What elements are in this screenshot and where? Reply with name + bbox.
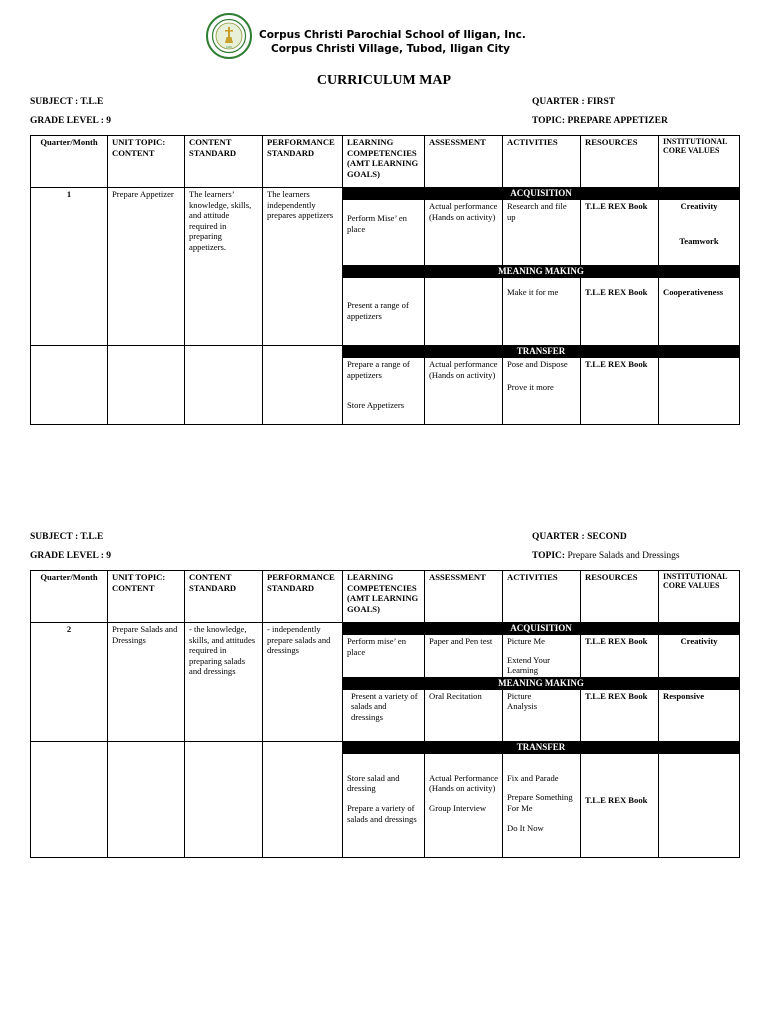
- competency-cell: Perform mise’ en place: [343, 635, 425, 678]
- school-address: Corpus Christi Village, Tubod, Iligan City: [271, 43, 510, 55]
- assessment-cell: Oral Recitation: [425, 689, 503, 741]
- resources-cell: T.L.E REX Book: [581, 635, 659, 678]
- core-value: Creativity: [680, 201, 718, 211]
- core-values-cell: [659, 358, 740, 425]
- col-header: ASSESSMENT: [425, 136, 503, 188]
- curriculum-table-2: [30, 570, 740, 858]
- subject-label-1: SUBJECT : T.L.E: [30, 97, 104, 107]
- topic-value-1: PREPARE APPETIZER: [567, 116, 668, 126]
- competency-cell: Prepare a range of appetizers Store Appetizers: [343, 358, 425, 425]
- competency-cell: Present a range of appetizers: [343, 278, 425, 346]
- col-header: Quarter/Month: [31, 571, 108, 623]
- col-header: CONTENT STANDARD: [185, 571, 263, 623]
- activities-cell: Picture Me Extend Your Learning: [503, 635, 581, 678]
- table-header-row: [31, 571, 740, 623]
- assessment-cell: Actual performance (Hands on activity): [425, 358, 503, 425]
- col-header: RESOURCES: [581, 571, 659, 623]
- content-standard: - the knowledge, skills, and attitudes required in preparing salads and dressings: [185, 623, 263, 742]
- school-logo: [206, 13, 252, 59]
- phase-meaning-making: MEANING MAKING: [343, 677, 740, 689]
- topic-label-1: TOPIC: PREPARE APPETIZER: [532, 116, 668, 126]
- topic-label-2: TOPIC: Prepare Salads and Dressings: [532, 551, 680, 561]
- assessment-cell: Actual Performance (Hands on activity) Group Interview: [425, 753, 503, 857]
- performance-standard: The learners independently prepares appetizers: [263, 188, 343, 346]
- col-header: RESOURCES: [581, 136, 659, 188]
- table-row: [31, 623, 740, 635]
- competency-cell: Perform Mise’ en place: [343, 200, 425, 266]
- competency-cell: Store salad and dressing Prepare a variety of salads and dressings: [343, 753, 425, 857]
- core-values-cell: Cooperativeness: [659, 278, 740, 346]
- subject-label-2: SUBJECT : T.L.E: [30, 532, 104, 542]
- quarter-number: 1: [31, 188, 108, 346]
- page-title: CURRICULUM MAP: [316, 73, 452, 88]
- assessment-cell: Paper and Pen test: [425, 635, 503, 678]
- activities-cell: Fix and Parade Prepare Something For Me Do It Now: [503, 753, 581, 857]
- topic-value-2: Prepare Salads and Dressings: [567, 551, 680, 561]
- unit-topic: Prepare Salads and Dressings: [108, 623, 185, 742]
- col-header: Quarter/Month: [31, 136, 108, 188]
- quarter-label-1: QUARTER : FIRST: [532, 97, 616, 107]
- content-standard: The learners’ knowledge, skills, and attitude required in preparing appetizers.: [185, 188, 263, 346]
- assessment-cell: [425, 278, 503, 346]
- phase-transfer: TRANSFER: [343, 346, 740, 358]
- resources-cell: T.L.E REX Book: [581, 278, 659, 346]
- svg-text:1965: 1965: [226, 45, 232, 49]
- col-header: ACTIVITIES: [503, 571, 581, 623]
- performance-standard: - independently prepare salads and dressings: [263, 623, 343, 742]
- col-header: UNIT TOPIC: CONTENT: [108, 571, 185, 623]
- col-header: PERFORMANCE STANDARD: [263, 136, 343, 188]
- phase-meaning-making: MEANING MAKING: [343, 266, 740, 278]
- col-header: PERFORMANCE STANDARD: [263, 571, 343, 623]
- assessment-cell: Actual performance (Hands on activity): [425, 200, 503, 266]
- activities-cell: Research and file up: [503, 200, 581, 266]
- phase-acquisition: ACQUISITION: [343, 188, 740, 200]
- school-header: [259, 28, 526, 56]
- phase-acquisition: ACQUISITION: [343, 623, 740, 635]
- quarter-number: 2: [31, 623, 108, 742]
- resources-cell: T.L.E REX Book: [581, 200, 659, 266]
- core-value: Teamwork: [679, 235, 719, 246]
- col-header: INSTITUTIONAL CORE VALUES: [659, 136, 740, 188]
- table-row: [31, 188, 740, 200]
- resources-cell: T.L.E REX Book: [581, 689, 659, 741]
- col-header: ASSESSMENT: [425, 571, 503, 623]
- table-row: [31, 741, 740, 753]
- competency-cell: Present a variety of salads and dressings: [343, 689, 425, 741]
- core-values-cell: Responsive: [659, 689, 740, 741]
- col-header: LEARNING COMPETENCIES (AMT LEARNING GOALS): [343, 136, 425, 188]
- unit-topic: Prepare Appetizer: [108, 188, 185, 346]
- table-row: [31, 346, 740, 358]
- curriculum-table-1: [30, 135, 740, 425]
- phase-transfer: TRANSFER: [343, 741, 740, 753]
- col-header: CONTENT STANDARD: [185, 136, 263, 188]
- school-name: Corpus Christi Parochial School of Iligan, Inc.: [259, 29, 526, 41]
- table-header-row: [31, 136, 740, 188]
- resources-cell: T.L.E REX Book: [581, 358, 659, 425]
- grade-level-label-2: GRADE LEVEL : 9: [30, 551, 112, 561]
- quarter-label-2: QUARTER : SECOND: [532, 532, 627, 542]
- core-values-cell: Creativity: [659, 635, 740, 678]
- core-values-cell: [659, 753, 740, 857]
- core-values-cell: [659, 200, 740, 266]
- col-header: UNIT TOPIC: CONTENT: [108, 136, 185, 188]
- col-header: LEARNING COMPETENCIES (AMT LEARNING GOALS): [343, 571, 425, 623]
- grade-level-label-1: GRADE LEVEL : 9: [30, 116, 112, 126]
- activities-cell: Picture Analysis: [503, 689, 581, 741]
- activities-cell: Make it for me: [503, 278, 581, 346]
- resources-cell: T.L.E REX Book: [581, 753, 659, 857]
- col-header: ACTIVITIES: [503, 136, 581, 188]
- col-header: INSTITUTIONAL CORE VALUES: [659, 571, 740, 623]
- activities-cell: Pose and Dispose Prove it more: [503, 358, 581, 425]
